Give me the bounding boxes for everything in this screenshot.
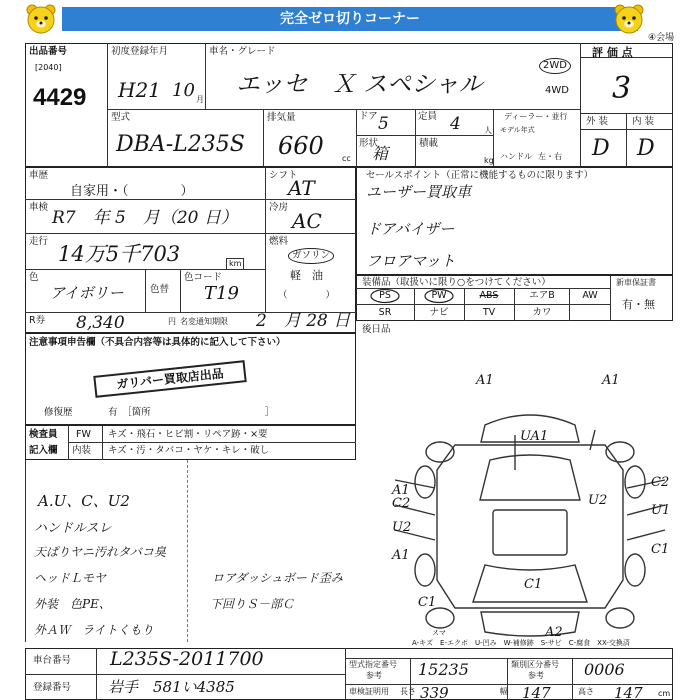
car-name-value: エッセ Ｘ スペシャル [236, 70, 483, 98]
drive-4wd: 4WD [545, 85, 569, 96]
mileage-unit: km [226, 258, 244, 270]
first-registration-month-unit: 月 [196, 95, 204, 104]
comment-3: 天ぱりヤニ汚れタバコ臭 [34, 545, 166, 559]
entry-label: 記入欄 [29, 445, 58, 456]
interior-items: キズ・汚・タバコ・ヤケ・キレ・破し [108, 445, 270, 456]
color-change-label: 色替 [150, 284, 170, 295]
caution-label: 注意事項申告欄（不具合内容等は具体的に記入して下さい） [29, 337, 286, 348]
damage-mark-14: C1 [524, 577, 543, 592]
repair-history-label: 修復歴 [44, 407, 73, 418]
capacity-label: 定員 [418, 111, 438, 122]
dealer-label: ディーラー・並行 [504, 112, 568, 121]
exterior-score-label: 外 装 [586, 116, 609, 127]
name-change-value: 2 月 28 日 [256, 311, 351, 331]
warranty-label: 新車保証書 [616, 278, 656, 287]
equip-leather: カワ [532, 307, 552, 318]
mascot-bear-icon-right [612, 3, 646, 35]
equipment-circles [356, 288, 610, 305]
inspector-label: 検査員 [29, 429, 58, 440]
first-registration-era: H21 [118, 78, 161, 102]
drive-2wd: 2WD [539, 58, 571, 74]
color-label: 色 [29, 272, 39, 283]
equip-aw: AW [582, 290, 598, 301]
damage-mark-5: C2 [392, 496, 411, 511]
capacity-unit: 人 [484, 126, 492, 135]
interior-score-label: 内 装 [632, 116, 655, 127]
shift-label: シフト [269, 170, 298, 181]
damage-mark-1: A1 [476, 373, 494, 388]
sales-point-2: ドアバイザー [366, 220, 455, 238]
recycle-label: R券 [29, 315, 46, 326]
equip-airbag: エアB [529, 290, 555, 301]
ac-label: 冷房 [269, 202, 289, 213]
chassis-label: 車台番号 [33, 655, 72, 666]
damage-legend-note: スマ [432, 629, 446, 637]
comment-2: ハンドルスレ [34, 521, 112, 536]
equip-sr: SR [378, 307, 392, 318]
type-approval-ref: 参考 [366, 671, 382, 680]
damage-mark-7: A1 [392, 548, 410, 563]
comment-right-1: ロアダッシュボード歪み [212, 571, 343, 585]
mileage-value: 14万5千703 [58, 242, 181, 266]
displacement-unit: cc [342, 154, 351, 163]
registration-label: 登録番号 [33, 682, 72, 693]
model-year-label: モデル年式 [500, 126, 535, 134]
fuel-other: （ ） [278, 290, 336, 301]
interior-score-value: D [637, 136, 655, 161]
ac-value: AC [292, 209, 322, 233]
fw-items: キズ・飛石・ヒビ割・リペア跡・×要 [108, 429, 268, 440]
banner-title: 完全ゼロ切りコーナー [62, 7, 638, 31]
registration-value: 岩手 581い4385 [108, 678, 235, 696]
handle-value: 左・右 [538, 152, 562, 161]
warranty-value: 有・無 [622, 298, 655, 311]
damage-mark-2: A1 [602, 373, 620, 388]
fuel-label: 燃料 [269, 236, 289, 247]
mileage-label: 走行 [29, 236, 49, 247]
dims-height-value: 147 [614, 684, 643, 700]
sales-point-1: ユーザー買取車 [366, 183, 472, 201]
venue-mark: ④会場 [648, 33, 675, 43]
fuel-diesel: 軽 油 [290, 269, 323, 282]
damage-mark-12: U2 [588, 493, 608, 508]
equip-abs: ABS [479, 290, 499, 301]
damage-mark-3: UA1 [520, 429, 549, 444]
chassis-value: L235S-2011700 [110, 648, 264, 670]
handle-label: ハンドル [500, 152, 532, 161]
fw-label: FW [76, 429, 91, 440]
comment-4: ヘッドＬモヤ [34, 571, 107, 585]
name-change-label: 名変通知期限 [180, 317, 228, 326]
dims-length-value: 339 [420, 684, 449, 700]
displacement-label: 排気量 [267, 112, 296, 123]
dims-width-label: 幅 [500, 687, 508, 696]
capacity-value: 4 [450, 114, 461, 134]
vehicle-damage-diagram [365, 370, 695, 645]
mascot-bear-icon-left [24, 3, 58, 35]
doors-value: 5 [378, 114, 389, 134]
sales-points-label: セールスポイント（正常に機能するものに限ります） [366, 170, 594, 181]
class-number-label: 類別区分番号 [511, 660, 559, 669]
fuel-gasoline: ガソリン [288, 248, 334, 264]
recycle-value: 8,340 [76, 313, 125, 333]
exterior-score-value: D [592, 136, 610, 161]
type-approval-label: 型式指定番号 [349, 660, 397, 669]
inspection-label: 車検 [29, 202, 49, 213]
interior-label: 内装 [72, 445, 92, 456]
repair-history-value: 有 ［箇所 ］ [108, 407, 275, 418]
equip-tv: TV [482, 307, 496, 318]
dims-unit: cm [658, 689, 671, 698]
dims-label: 車検証明用 [349, 687, 389, 696]
shape-label: 形状 [359, 138, 379, 149]
color-value: アイボリー [50, 284, 124, 302]
dims-height-label: 高さ [578, 687, 594, 696]
damage-mark-4: A1 [392, 483, 410, 498]
dims-length-label: 長さ [400, 687, 416, 696]
history-value: 自家用・（ ） [70, 184, 194, 199]
color-code-label: 色コード [184, 272, 223, 283]
car-name-label: 車名・グレード [209, 46, 276, 57]
damage-mark-6: U2 [392, 520, 412, 535]
shift-value: AT [288, 176, 315, 200]
dims-width-value: 147 [522, 684, 551, 700]
damage-mark-13: C1 [651, 542, 670, 557]
load-label: 積載 [419, 138, 439, 149]
displacement-value: 660 [278, 132, 324, 160]
lot-number: 4429 [33, 84, 87, 111]
model-value: DBA-L235S [116, 132, 245, 157]
color-code-value: T19 [204, 283, 239, 304]
gulliver-stamp: ガリバー買取店出品 [93, 360, 246, 398]
damage-mark-9: A2 [545, 625, 563, 640]
equip-pw: PW [431, 290, 447, 301]
class-number-ref: 参考 [528, 671, 544, 680]
doors-label: ドア [359, 111, 378, 122]
damage-mark-8: C1 [418, 595, 437, 610]
model-label: 型式 [111, 112, 131, 123]
sales-point-3: フロアマット [366, 252, 456, 270]
notes-label: 後日品 [362, 324, 391, 335]
inspection-value: R7 年 5 月（20 日） [52, 208, 238, 228]
equip-navi: ナビ [429, 307, 449, 318]
comment-right-2: 下回りＳ－部Ｃ [210, 597, 295, 611]
score-value: 3 [612, 71, 632, 106]
comment-1: A.U、C、U2 [38, 492, 130, 510]
recycle-unit: 円 [168, 317, 176, 326]
score-label: 評 価 点 [592, 46, 633, 59]
history-label: 車歴 [29, 170, 49, 181]
damage-legend: A-キズ E-エクボ U-凹み W-補修跡 S-サビ C-腐食 XX-交換済 [412, 639, 630, 647]
shape-value: 箱 [372, 144, 389, 163]
load-unit: kg [484, 156, 494, 165]
equipment-label: 装備品（取扱いに限り○をつけてください） [362, 277, 551, 288]
comment-5: 外装 色PE、 [34, 597, 111, 611]
damage-mark-10: C2 [651, 475, 670, 490]
first-registration-month: 10 [172, 80, 195, 101]
first-registration-label: 初度登録年月 [111, 46, 169, 57]
equip-ps: PS [379, 290, 391, 301]
lot-sub-number: [2040] [35, 63, 62, 72]
lot-number-label: 出品番号 [29, 46, 68, 57]
class-number-value: 0006 [584, 660, 625, 679]
damage-mark-11: U1 [651, 503, 671, 518]
type-approval-value: 15235 [418, 660, 469, 679]
comment-6: 外ＡＷ ライトくもり [34, 623, 154, 637]
